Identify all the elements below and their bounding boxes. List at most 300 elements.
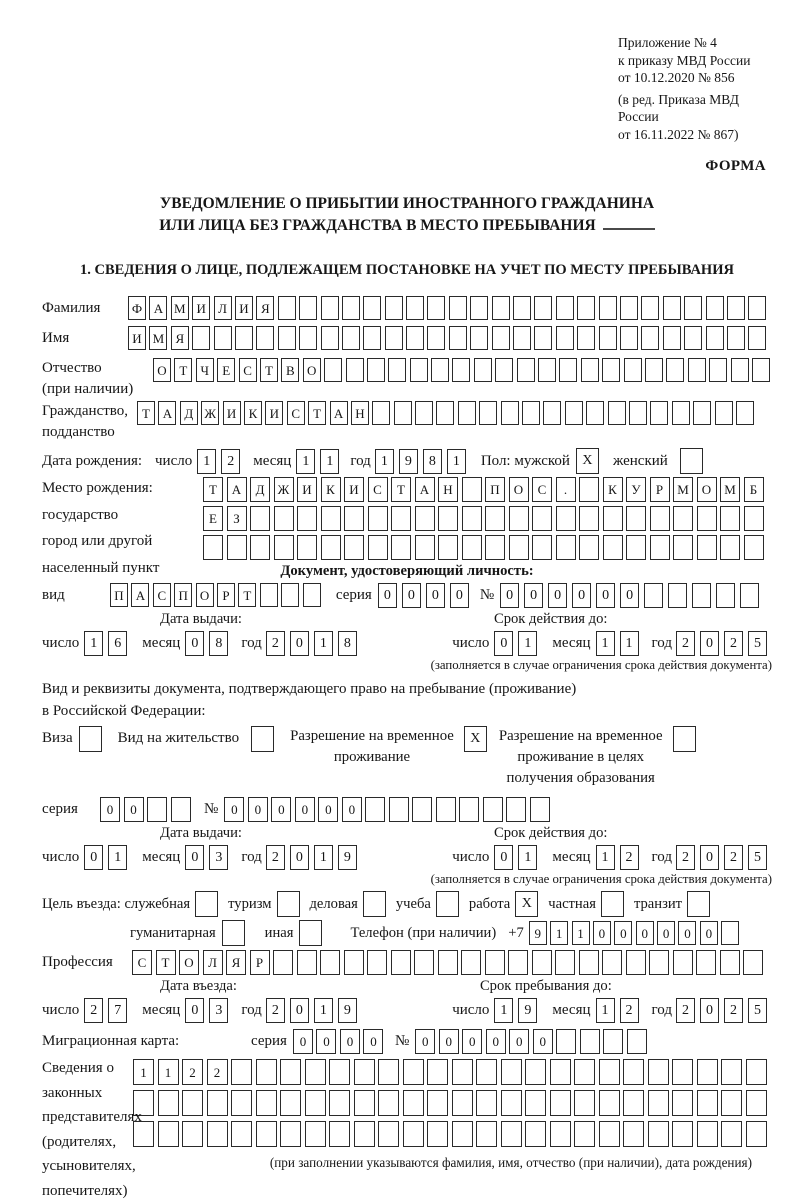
char-box[interactable] [574,1059,595,1085]
char-box[interactable] [641,326,659,350]
char-box[interactable] [648,1059,669,1085]
char-box[interactable] [280,1090,301,1116]
char-box[interactable]: Ч [196,358,214,382]
char-box[interactable]: 0 [340,1029,360,1054]
char-box[interactable]: Т [137,401,155,425]
char-box[interactable]: 0 [224,797,244,822]
char-box[interactable]: 1 [108,845,127,870]
char-box[interactable] [412,797,432,822]
char-box[interactable] [321,326,339,350]
char-box[interactable] [207,1090,228,1116]
char-box[interactable]: 0 [548,583,567,608]
char-box[interactable] [485,506,505,531]
char-box[interactable] [623,1090,644,1116]
purpose-private-checkbox[interactable] [601,891,624,917]
char-box[interactable] [363,326,381,350]
char-box[interactable] [746,1059,767,1085]
char-box[interactable] [303,583,321,607]
char-box[interactable] [403,1121,424,1147]
char-box[interactable] [624,358,642,382]
char-box[interactable]: 1 [158,1059,179,1085]
purpose-study-checkbox[interactable] [436,891,459,917]
char-box[interactable] [280,1059,301,1085]
char-box[interactable]: Я [171,326,189,350]
char-box[interactable]: 0 [596,583,615,608]
char-box[interactable] [171,797,191,822]
char-box[interactable]: Д [180,401,198,425]
char-box[interactable] [697,1059,718,1085]
char-box[interactable]: 0 [316,1029,336,1054]
char-box[interactable] [532,950,552,975]
char-box[interactable] [495,358,513,382]
char-box[interactable] [476,1121,497,1147]
char-box[interactable]: 1 [197,449,216,474]
char-box[interactable] [629,401,647,425]
char-box[interactable]: 0 [84,845,103,870]
char-box[interactable]: 1 [572,921,590,945]
char-box[interactable] [721,1059,742,1085]
char-box[interactable] [321,296,339,320]
char-box[interactable]: А [158,401,176,425]
char-box[interactable] [342,296,360,320]
char-box[interactable]: П [110,583,128,607]
char-box[interactable] [577,326,595,350]
char-box[interactable]: Л [203,950,223,975]
char-box[interactable]: 9 [518,998,537,1023]
char-box[interactable]: Ф [128,296,146,320]
char-box[interactable]: 3 [209,845,228,870]
char-box[interactable]: М [673,477,693,502]
char-box[interactable] [367,358,385,382]
temp-permit-checkbox[interactable]: X [464,726,487,752]
char-box[interactable] [522,401,540,425]
char-box[interactable]: Я [256,296,274,320]
char-box[interactable]: 0 [342,797,362,822]
char-box[interactable] [344,506,364,531]
char-box[interactable] [720,506,740,531]
char-box[interactable] [182,1121,203,1147]
char-box[interactable]: 1 [620,631,639,656]
char-box[interactable]: 5 [748,845,767,870]
char-box[interactable] [721,1090,742,1116]
char-box[interactable] [513,326,531,350]
char-box[interactable]: Т [156,950,176,975]
char-box[interactable] [534,326,552,350]
char-box[interactable]: 0 [124,797,144,822]
char-box[interactable] [720,535,740,560]
char-box[interactable]: О [196,583,214,607]
char-box[interactable]: Д [250,477,270,502]
char-box[interactable] [203,535,223,560]
char-box[interactable]: 2 [182,1059,203,1085]
char-box[interactable] [650,506,670,531]
char-box[interactable] [626,950,646,975]
purpose-humanitarian-checkbox[interactable] [222,920,245,946]
char-box[interactable]: 0 [657,921,675,945]
char-box[interactable] [599,1090,620,1116]
char-box[interactable]: 0 [620,583,639,608]
char-box[interactable]: 2 [724,845,743,870]
char-box[interactable]: 1 [518,631,537,656]
char-box[interactable] [697,1090,718,1116]
char-box[interactable] [721,1121,742,1147]
char-box[interactable] [706,326,724,350]
char-box[interactable] [623,1121,644,1147]
char-box[interactable] [579,477,599,502]
char-box[interactable]: М [720,477,740,502]
char-box[interactable] [485,950,505,975]
char-box[interactable]: 1 [320,449,339,474]
char-box[interactable] [525,1090,546,1116]
char-box[interactable] [752,358,770,382]
char-box[interactable]: И [344,477,364,502]
char-box[interactable] [709,358,727,382]
char-box[interactable] [602,358,620,382]
char-box[interactable] [666,358,684,382]
char-box[interactable] [329,1059,350,1085]
char-box[interactable]: 0 [293,1029,313,1054]
char-box[interactable] [388,358,406,382]
char-box[interactable] [354,1090,375,1116]
char-box[interactable] [603,535,623,560]
purpose-official-checkbox[interactable] [195,891,218,917]
char-box[interactable]: 1 [596,998,615,1023]
char-box[interactable]: Р [650,477,670,502]
char-box[interactable] [403,1059,424,1085]
char-box[interactable] [427,1059,448,1085]
char-box[interactable] [483,797,503,822]
char-box[interactable] [280,1121,301,1147]
purpose-work-checkbox[interactable]: X [515,891,538,917]
char-box[interactable] [436,797,456,822]
char-box[interactable]: Н [351,401,369,425]
char-box[interactable] [627,1029,647,1054]
char-box[interactable]: 1 [518,845,537,870]
char-box[interactable] [363,296,381,320]
char-box[interactable]: 0 [378,583,397,608]
purpose-business-checkbox[interactable] [363,891,386,917]
char-box[interactable]: 0 [185,998,204,1023]
char-box[interactable] [274,535,294,560]
char-box[interactable]: И [265,401,283,425]
char-box[interactable] [449,326,467,350]
char-box[interactable]: З [227,506,247,531]
char-box[interactable]: Е [217,358,235,382]
char-box[interactable]: 1 [596,845,615,870]
char-box[interactable] [479,401,497,425]
char-box[interactable] [391,535,411,560]
char-box[interactable] [158,1121,179,1147]
char-box[interactable]: О [153,358,171,382]
char-box[interactable] [406,326,424,350]
char-box[interactable]: 0 [700,845,719,870]
char-box[interactable]: 5 [748,631,767,656]
char-box[interactable]: О [697,477,717,502]
char-box[interactable] [744,506,764,531]
char-box[interactable] [532,506,552,531]
char-box[interactable] [648,1121,669,1147]
char-box[interactable] [740,583,759,608]
char-box[interactable]: 9 [399,449,418,474]
char-box[interactable] [414,950,434,975]
char-box[interactable] [727,326,745,350]
char-box[interactable] [273,950,293,975]
char-box[interactable] [346,358,364,382]
char-box[interactable] [452,1090,473,1116]
char-box[interactable]: К [321,477,341,502]
char-box[interactable] [182,1090,203,1116]
char-box[interactable] [250,535,270,560]
char-box[interactable]: 0 [700,921,718,945]
char-box[interactable] [462,506,482,531]
char-box[interactable]: И [235,296,253,320]
char-box[interactable] [620,326,638,350]
char-box[interactable] [207,1121,228,1147]
char-box[interactable]: П [174,583,192,607]
char-box[interactable] [436,401,454,425]
char-box[interactable]: 3 [209,998,228,1023]
char-box[interactable] [706,296,724,320]
char-box[interactable]: 1 [494,998,513,1023]
char-box[interactable] [608,401,626,425]
char-box[interactable] [365,797,385,822]
char-box[interactable]: 0 [100,797,120,822]
char-box[interactable] [427,1090,448,1116]
char-box[interactable] [403,1090,424,1116]
char-box[interactable]: 9 [338,998,357,1023]
char-box[interactable]: Б [744,477,764,502]
char-box[interactable] [342,326,360,350]
char-box[interactable]: 0 [185,631,204,656]
char-box[interactable] [391,950,411,975]
char-box[interactable]: 5 [748,998,767,1023]
char-box[interactable] [368,506,388,531]
char-box[interactable] [727,296,745,320]
char-box[interactable]: 1 [314,998,333,1023]
char-box[interactable] [550,1090,571,1116]
char-box[interactable] [556,326,574,350]
purpose-tourism-checkbox[interactable] [277,891,300,917]
char-box[interactable]: И [128,326,146,350]
char-box[interactable] [431,358,449,382]
char-box[interactable] [744,535,764,560]
char-box[interactable] [603,506,623,531]
char-box[interactable] [452,1121,473,1147]
char-box[interactable] [449,296,467,320]
char-box[interactable]: С [153,583,171,607]
char-box[interactable] [378,1090,399,1116]
char-box[interactable]: 0 [462,1029,482,1054]
char-box[interactable] [556,535,576,560]
char-box[interactable] [305,1059,326,1085]
char-box[interactable] [281,583,299,607]
char-box[interactable]: 2 [620,998,639,1023]
char-box[interactable] [344,950,364,975]
char-box[interactable] [688,358,706,382]
char-box[interactable]: 9 [529,921,547,945]
char-box[interactable]: А [330,401,348,425]
char-box[interactable] [256,1121,277,1147]
char-box[interactable] [297,950,317,975]
char-box[interactable]: 0 [636,921,654,945]
char-box[interactable] [461,950,481,975]
char-box[interactable]: Л [214,296,232,320]
char-box[interactable] [305,1090,326,1116]
char-box[interactable] [470,296,488,320]
char-box[interactable] [329,1121,350,1147]
char-box[interactable] [278,326,296,350]
char-box[interactable] [501,1121,522,1147]
char-box[interactable] [645,358,663,382]
char-box[interactable]: 0 [290,998,309,1023]
char-box[interactable] [715,401,733,425]
char-box[interactable]: 6 [108,631,127,656]
char-box[interactable] [501,1059,522,1085]
char-box[interactable] [378,1121,399,1147]
char-box[interactable] [299,296,317,320]
char-box[interactable]: 1 [84,631,103,656]
char-box[interactable] [556,506,576,531]
char-box[interactable]: Т [308,401,326,425]
char-box[interactable] [641,296,659,320]
char-box[interactable]: 8 [209,631,228,656]
char-box[interactable]: 2 [676,845,695,870]
char-box[interactable] [452,358,470,382]
char-box[interactable]: Я [226,950,246,975]
char-box[interactable] [278,296,296,320]
char-box[interactable] [147,797,167,822]
char-box[interactable] [525,1059,546,1085]
char-box[interactable] [697,535,717,560]
char-box[interactable]: 2 [207,1059,228,1085]
char-box[interactable] [231,1090,252,1116]
char-box[interactable] [550,1121,571,1147]
char-box[interactable] [579,535,599,560]
purpose-other-checkbox[interactable] [299,920,322,946]
char-box[interactable] [391,506,411,531]
char-box[interactable]: 0 [572,583,591,608]
char-box[interactable] [599,326,617,350]
char-box[interactable] [620,296,638,320]
char-box[interactable]: О [509,477,529,502]
char-box[interactable]: А [227,477,247,502]
char-box[interactable] [736,401,754,425]
char-box[interactable] [574,1090,595,1116]
char-box[interactable] [427,326,445,350]
char-box[interactable] [555,950,575,975]
char-box[interactable] [438,950,458,975]
char-box[interactable] [415,535,435,560]
char-box[interactable]: 0 [271,797,291,822]
char-box[interactable]: 2 [724,631,743,656]
char-box[interactable]: 1 [375,449,394,474]
char-box[interactable]: 2 [724,998,743,1023]
char-box[interactable] [668,583,687,608]
char-box[interactable] [684,296,702,320]
char-box[interactable] [543,401,561,425]
char-box[interactable]: 0 [700,631,719,656]
char-box[interactable] [256,1090,277,1116]
char-box[interactable] [344,535,364,560]
visa-checkbox[interactable] [79,726,102,752]
char-box[interactable] [602,950,622,975]
char-box[interactable] [492,326,510,350]
char-box[interactable] [452,1059,473,1085]
char-box[interactable] [672,1121,693,1147]
char-box[interactable] [214,326,232,350]
char-box[interactable] [250,506,270,531]
char-box[interactable]: 0 [426,583,445,608]
char-box[interactable]: А [415,477,435,502]
char-box[interactable]: 1 [133,1059,154,1085]
char-box[interactable] [649,950,669,975]
char-box[interactable] [410,358,428,382]
char-box[interactable]: Ж [201,401,219,425]
char-box[interactable]: К [244,401,262,425]
char-box[interactable] [559,358,577,382]
char-box[interactable] [673,506,693,531]
char-box[interactable] [748,326,766,350]
char-box[interactable]: Р [250,950,270,975]
char-box[interactable] [696,950,716,975]
char-box[interactable] [577,296,595,320]
char-box[interactable] [354,1121,375,1147]
char-box[interactable]: 1 [447,449,466,474]
char-box[interactable] [672,1059,693,1085]
char-box[interactable]: П [485,477,505,502]
char-box[interactable] [693,401,711,425]
char-box[interactable]: У [626,477,646,502]
char-box[interactable]: 0 [318,797,338,822]
char-box[interactable] [235,326,253,350]
char-box[interactable]: 0 [450,583,469,608]
char-box[interactable] [626,535,646,560]
char-box[interactable]: И [297,477,317,502]
purpose-transit-checkbox[interactable] [687,891,710,917]
char-box[interactable]: 0 [524,583,543,608]
char-box[interactable] [599,1059,620,1085]
char-box[interactable] [260,583,278,607]
char-box[interactable]: В [281,358,299,382]
char-box[interactable] [329,1090,350,1116]
char-box[interactable] [534,296,552,320]
char-box[interactable] [256,326,274,350]
char-box[interactable]: Т [174,358,192,382]
char-box[interactable] [574,1121,595,1147]
char-box[interactable]: 1 [550,921,568,945]
char-box[interactable] [389,797,409,822]
char-box[interactable]: 0 [439,1029,459,1054]
char-box[interactable] [731,358,749,382]
char-box[interactable] [427,1121,448,1147]
char-box[interactable]: М [171,296,189,320]
char-box[interactable] [485,535,505,560]
char-box[interactable] [517,358,535,382]
char-box[interactable] [474,358,492,382]
char-box[interactable]: 0 [593,921,611,945]
char-box[interactable] [720,950,740,975]
char-box[interactable] [227,535,247,560]
char-box[interactable] [506,797,526,822]
char-box[interactable] [721,921,739,945]
char-box[interactable] [748,296,766,320]
char-box[interactable] [530,797,550,822]
char-box[interactable] [324,358,342,382]
char-box[interactable]: Т [260,358,278,382]
char-box[interactable]: 0 [402,583,421,608]
char-box[interactable]: 0 [415,1029,435,1054]
char-box[interactable]: 0 [509,1029,529,1054]
